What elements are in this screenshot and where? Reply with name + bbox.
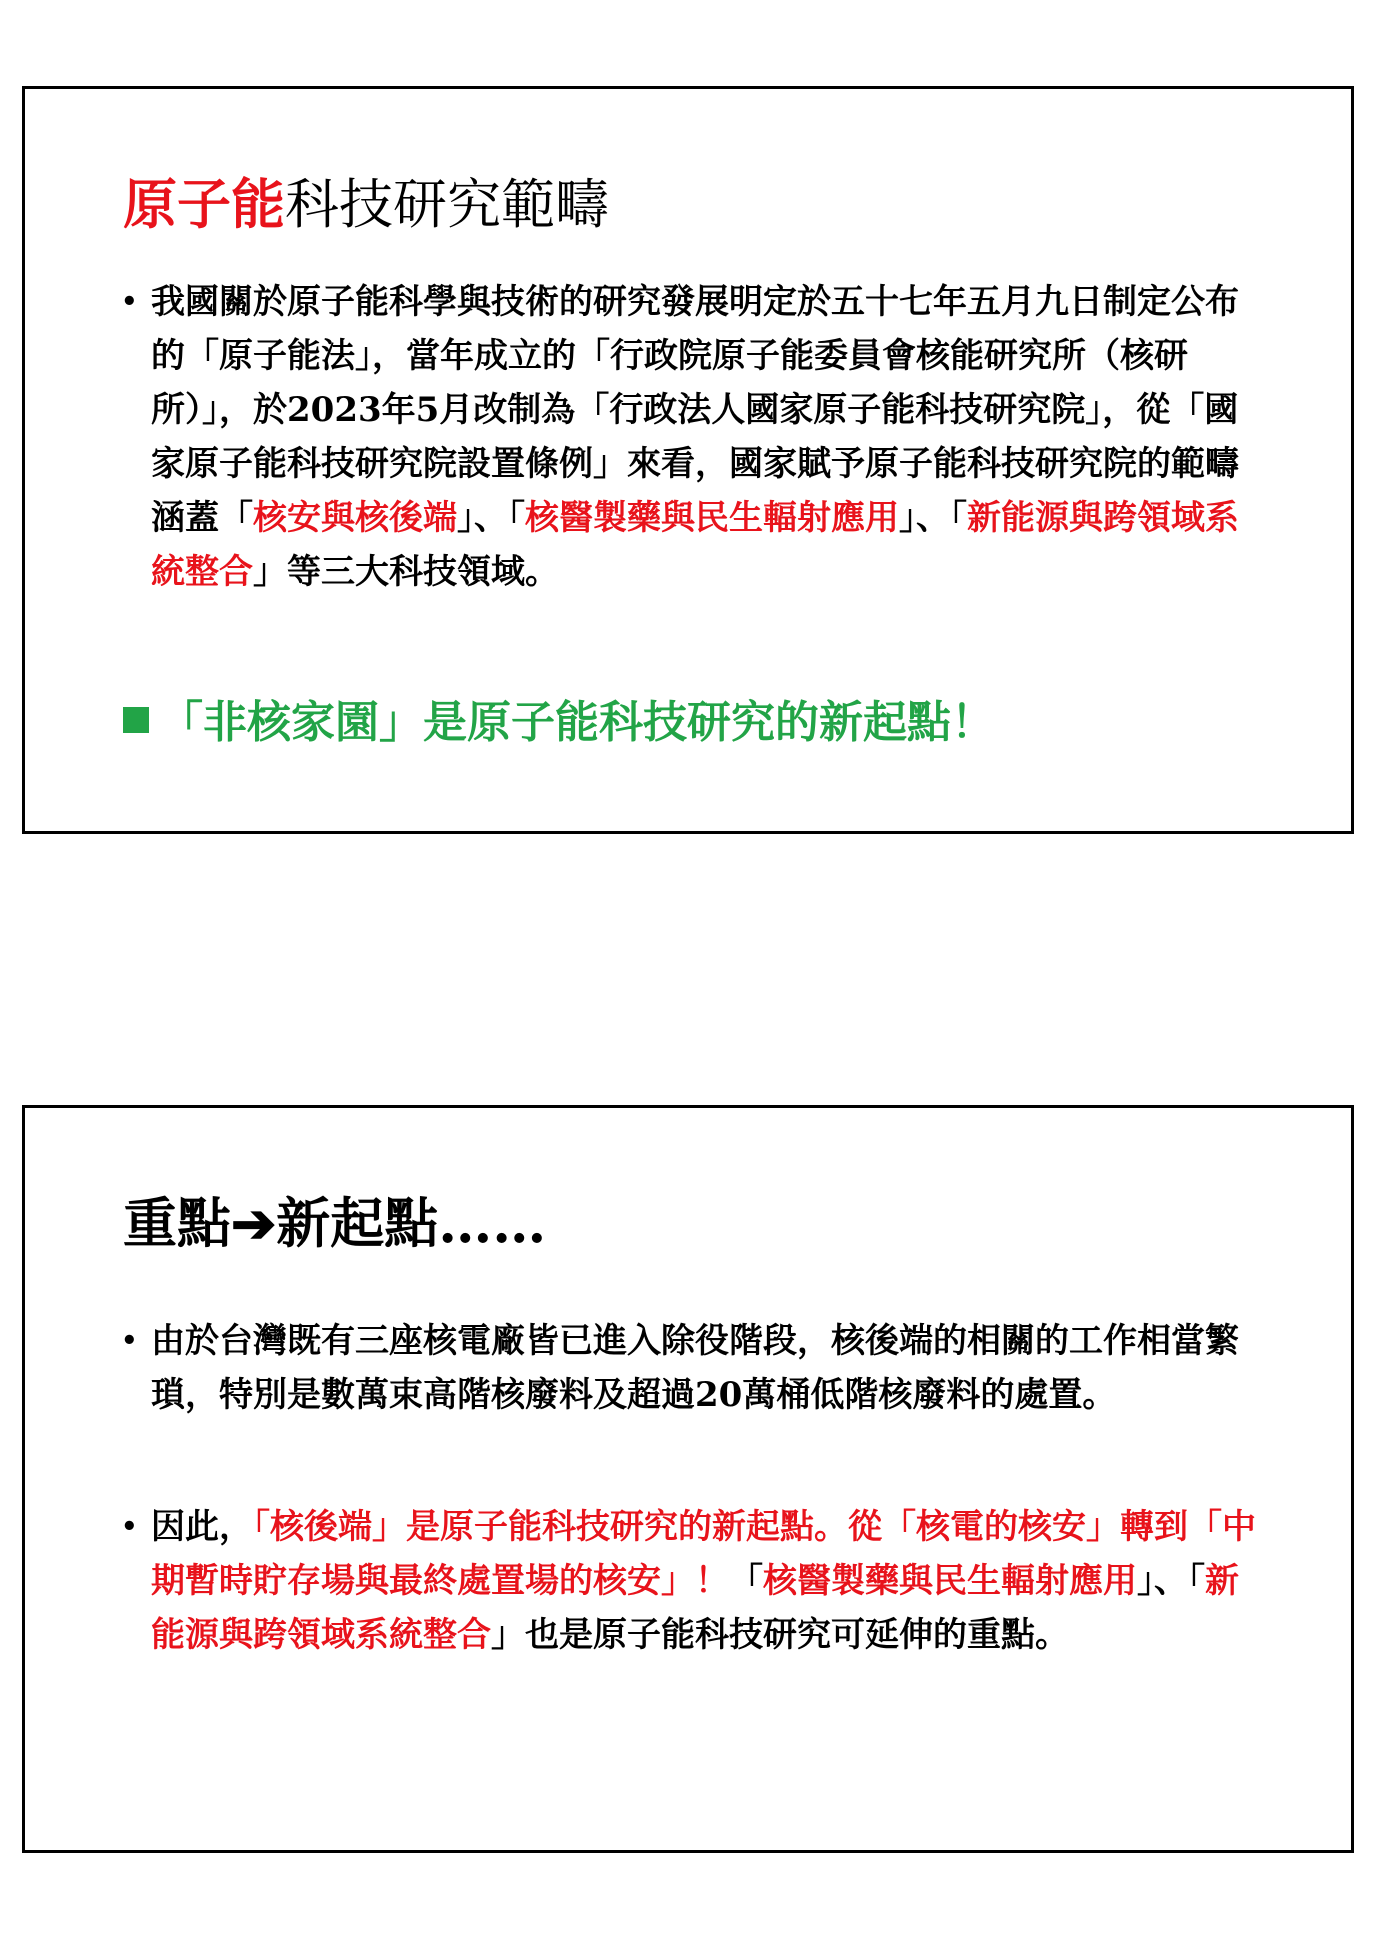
bullet-text-part: 」、「 <box>1137 1561 1205 1601</box>
slide-1-callout <box>123 697 995 748</box>
green-square-icon <box>123 707 149 733</box>
bullet-text-part: 我國關於原子能科學與技術的研究發展明定於五十七年五月九日制定公布的「原子能法」，當年成立的「行政院原子能委員會核能研究所（核研所）」，於2023年5月改制為「行政法人國家原子能科技研究院」，從「國家原子能科技研究院設置條例」來看，國家賦予原子能科技研究院的範疇涵蓋「 <box>151 282 1239 538</box>
bullet-text: 由於台灣既有三座核電廠皆已進入除役階段，核後端的相關的工作相當繁瑣，特別是數萬束高階核廢料及超過20萬桶低階核廢料的處置。 <box>151 1321 1239 1415</box>
slide-1-bullet-1 <box>121 275 1261 599</box>
bullet-text-part: 」等三大科技領域。 <box>253 552 559 592</box>
highlight-new-energy: 新能源與跨領域系統整合 <box>151 498 1239 592</box>
slide-1-title <box>123 172 609 236</box>
highlight-nuclear-medicine: 核醫製藥與民生輻射應用 <box>525 498 899 538</box>
bullet-text <box>151 275 1261 599</box>
slide-2-bullet-2 <box>121 1500 1261 1662</box>
bullet-dot: • <box>121 1512 138 1542</box>
bullet-text-part: 」也是原子能科技研究可延伸的重點。 <box>491 1615 1069 1655</box>
callout-text: 「非核家園」是原子能科技研究的新起點！ <box>159 697 995 748</box>
highlight-new-energy: 新能源與跨領域系統整合 <box>151 1561 1239 1655</box>
bullet-dot: • <box>121 1326 138 1356</box>
bullet-text-part: 」、「 <box>899 498 967 538</box>
bullet-text-part: 」、「 <box>457 498 525 538</box>
slide-1-title-rest: 科技研究範疇 <box>285 173 609 236</box>
highlight-backend: 「核後端」是原子能科技研究的新起點。從「核電的核安」轉到「中期暫時貯存場與最終處置場的核安」！ <box>151 1507 1256 1601</box>
slide-1 <box>22 86 1354 834</box>
slide-2-title: 重點➔新起點…… <box>123 1191 547 1255</box>
bullet-text-part: 「 <box>729 1561 763 1601</box>
highlight-nuclear-medicine: 核醫製藥與民生輻射應用 <box>763 1561 1137 1601</box>
highlight-nuclear-safety: 核安與核後端 <box>253 498 457 538</box>
slide-2-bullet-1 <box>121 1314 1261 1422</box>
slide-2 <box>22 1105 1354 1853</box>
bullet-text <box>151 1500 1261 1662</box>
slide-1-title-accent: 原子能 <box>123 172 285 236</box>
bullet-dot: • <box>121 287 138 317</box>
bullet-text-part: 因此， <box>151 1507 253 1547</box>
